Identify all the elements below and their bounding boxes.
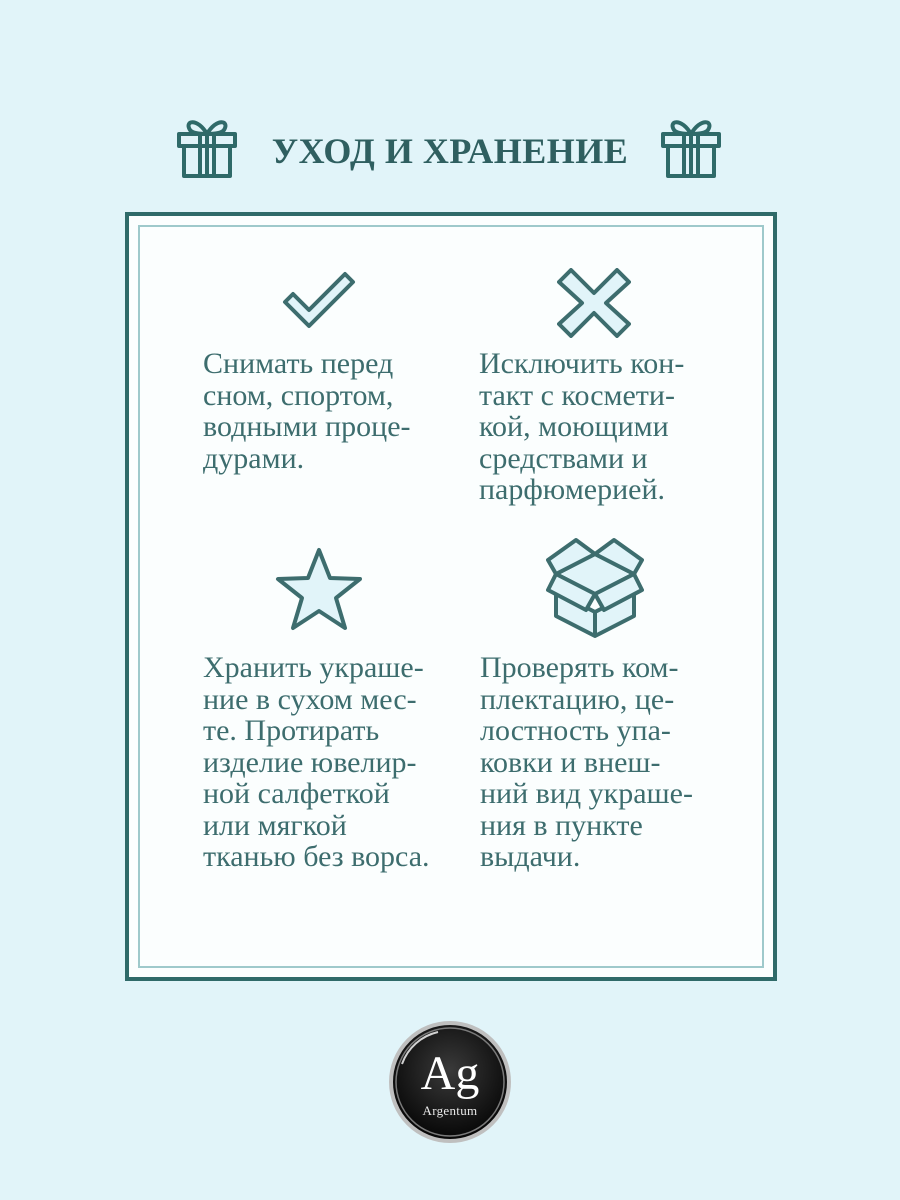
gift-icon	[660, 114, 722, 178]
card-text: Хранить украше- ние в сухом мес- те. Протирать изделие ювелир- ной салфеткой или мягкой тканью без ворса.	[203, 651, 430, 873]
card-storage	[199, 546, 469, 886]
star-icon	[274, 546, 364, 632]
open-box-icon	[546, 534, 644, 638]
page-header	[0, 108, 900, 188]
care-instructions-frame	[125, 212, 777, 981]
card-text: Снимать перед сном, спортом, водными проце- дурами.	[203, 347, 411, 475]
card-remove-before-activities	[199, 268, 449, 528]
card-text: Проверять ком- плектацию, це- лостность упа- ковки и внеш- ний вид украше- ния в пункте выдачи.	[480, 651, 693, 873]
logo-text: Ag	[420, 1047, 480, 1100]
card-text: Исключить кон- такт с космети- кой, моющими средствами и парфюмерией.	[479, 347, 685, 506]
card-check-package	[474, 534, 754, 894]
card-avoid-contact	[479, 268, 739, 528]
cross-icon	[557, 268, 631, 338]
logo-subtext: Argentum	[422, 1103, 478, 1118]
brand-logo	[388, 1020, 512, 1144]
page-title: УХОД И ХРАНЕНИЕ	[271, 131, 629, 171]
checkmark-icon	[279, 268, 359, 334]
